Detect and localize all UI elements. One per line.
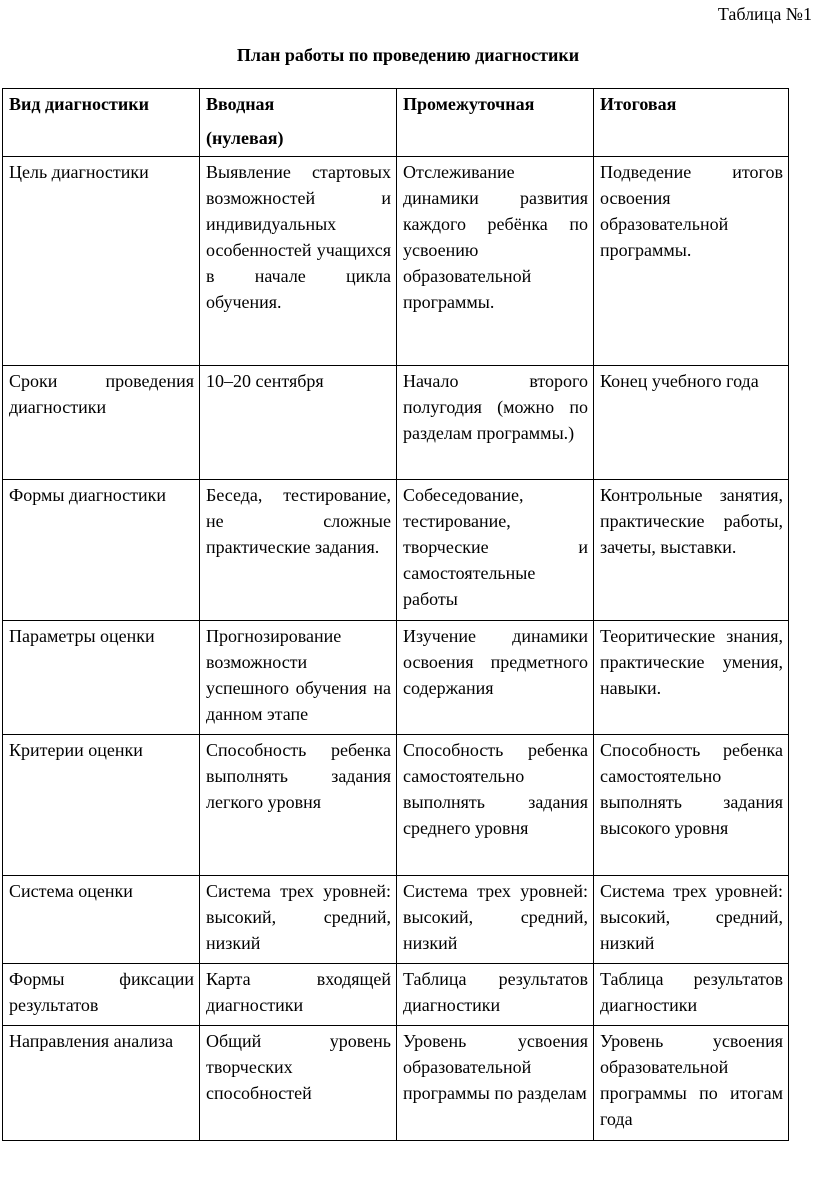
table-cell: Подведение итогов освоения образовательной программы. [594, 157, 789, 366]
header-row [3, 89, 789, 157]
table-row [3, 366, 789, 480]
table-cell: Прогнозирование возможности успешного обучения на данном этапе [200, 621, 397, 735]
table-number: Таблица №1 [717, 4, 812, 24]
document-title: План работы по проведению диагностики [236, 45, 580, 65]
table-cell: Система трех уровней: высокий, средний, низкий [200, 876, 397, 964]
table-cell: Система трех уровней: высокий, средний, низкий [594, 876, 789, 964]
table-cell: Общий уровень творческих способностей [200, 1026, 397, 1141]
row-label: Направления анализа [3, 1026, 200, 1141]
row-label: Формы фиксации результатов [3, 964, 200, 1026]
table-row [3, 480, 789, 621]
table-cell: Карта входящей диагностики [200, 964, 397, 1026]
table-cell: Уровень усвоения образовательной программы по разделам [397, 1026, 594, 1141]
header-cell-intermediate: Промежуточная [397, 89, 594, 157]
table-row [3, 964, 789, 1026]
table-cell: Таблица результатов диагностики [397, 964, 594, 1026]
table-cell: Теоритические знания, практические умения, навыки. [594, 621, 789, 735]
table-cell: Таблица результатов диагностики [594, 964, 789, 1026]
table-cell: Способность ребенка самостоятельно выполнять задания среднего уровня [397, 735, 594, 876]
table-cell: Контрольные занятия, практические работы, зачеты, выставки. [594, 480, 789, 621]
table-cell: Беседа, тестирование, не сложные практические задания. [200, 480, 397, 621]
table-cell: Выявление стартовых возможностей и индивидуальных особенностей учащихся в начале цикла обучения. [200, 157, 397, 366]
table-cell: Система трех уровней: высокий, средний, низкий [397, 876, 594, 964]
table-cell: Отслеживание динамики развития каждого ребёнка по усвоению образовательной программы. [397, 157, 594, 366]
header-cell-type: Вид диагностики [3, 89, 200, 157]
table-row [3, 621, 789, 735]
table-row [3, 157, 789, 366]
table-cell: Собеседование, тестирование, творческие и самостоятельные работы [397, 480, 594, 621]
row-label: Сроки проведения диагностики [3, 366, 200, 480]
table-cell: Уровень усвоения образовательной программы по итогам года [594, 1026, 789, 1141]
row-label: Формы диагностики [3, 480, 200, 621]
table-cell: 10–20 сентября [200, 366, 397, 480]
row-label: Цель диагностики [3, 157, 200, 366]
table-cell: Способность ребенка самостоятельно выполнять задания высокого уровня [594, 735, 789, 876]
row-label: Критерии оценки [3, 735, 200, 876]
table-cell: Изучение динамики освоения предметного содержания [397, 621, 594, 735]
table-row [3, 876, 789, 964]
diagnostics-table [2, 88, 789, 1141]
table-row [3, 735, 789, 876]
table-cell: Конец учебного года [594, 366, 789, 480]
row-label: Система оценки [3, 876, 200, 964]
table-cell: Способность ребенка выполнять задания легкого уровня [200, 735, 397, 876]
table-row [3, 1026, 789, 1141]
table-cell: Начало второго полугодия (можно по разделам программы.) [397, 366, 594, 480]
header-cell-final: Итоговая [594, 89, 789, 157]
row-label: Параметры оценки [3, 621, 200, 735]
header-cell-introductory: Вводная (нулевая) [200, 89, 397, 157]
